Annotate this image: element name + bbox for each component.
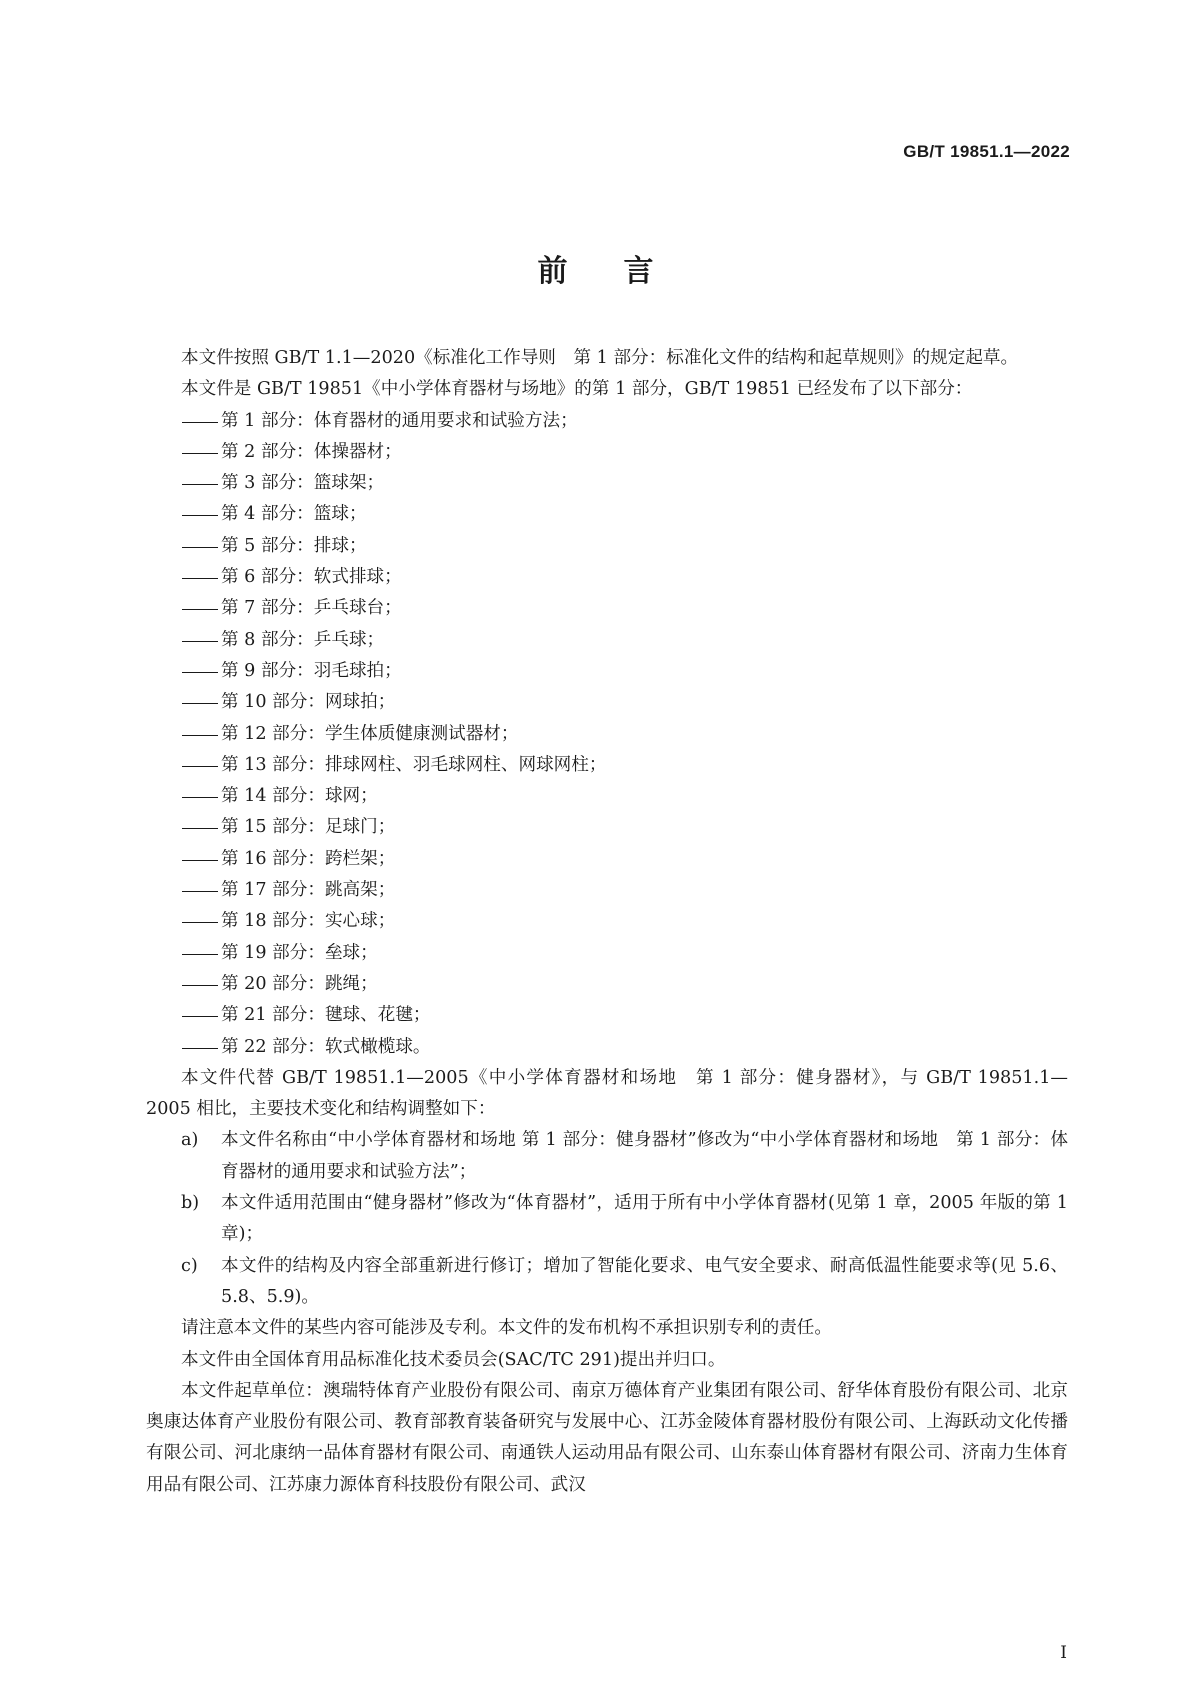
change-marker: c) <box>181 1255 198 1276</box>
list-item <box>146 875 1068 906</box>
dash-marker <box>181 687 221 718</box>
list-item <box>146 531 1068 562</box>
dash-marker <box>181 562 221 593</box>
list-item <box>146 656 1068 687</box>
dash-marker <box>181 969 221 1000</box>
dash-marker <box>181 406 221 437</box>
dash-marker <box>181 1000 221 1031</box>
list-item <box>146 719 1068 750</box>
list-item <box>146 1032 1068 1063</box>
change-item <box>146 1188 1068 1251</box>
part-text: 第 2 部分：体操器材； <box>221 441 402 462</box>
part-text: 第 6 部分：软式排球； <box>221 567 402 588</box>
dash-marker <box>181 531 221 562</box>
page-title: 前言 <box>537 254 710 289</box>
dash-marker <box>181 812 221 843</box>
part-text: 第 17 部分：跳高架； <box>221 880 396 901</box>
dash-marker <box>181 593 221 624</box>
dash-marker <box>181 875 221 906</box>
paragraph-proposer: 本文件由全国体育用品标准化技术委员会(SAC/TC 291)提出并归口。 <box>181 1349 726 1370</box>
dash-marker <box>181 1032 221 1063</box>
dash-marker <box>181 625 221 656</box>
change-item <box>146 1125 1068 1188</box>
list-item <box>146 593 1068 624</box>
list-item <box>146 844 1068 875</box>
part-text: 第 9 部分：羽毛球拍； <box>221 660 402 681</box>
paragraph-patent-notice: 请注意本文件的某些内容可能涉及专利。本文件的发布机构不承担识别专利的责任。 <box>181 1318 832 1339</box>
change-text: 本文件的结构及内容全部重新进行修订；增加了智能化要求、电气安全要求、耐高低温性能要求等(见 5.6、5.8、5.9)。 <box>221 1255 1068 1307</box>
part-text: 第 10 部分：网球拍； <box>221 692 396 713</box>
dash-marker <box>181 844 221 875</box>
change-marker: b) <box>181 1193 200 1214</box>
paragraph-replacement: 本文件代替 GB/T 19851.1—2005《中小学体育器材和场地 第 1 部分：健身器材》，与 GB/T 19851.1—2005 相比，主要技术变化和结构调整如下： <box>146 1067 1068 1120</box>
document-body <box>146 343 1068 1501</box>
part-text: 第 3 部分：篮球架； <box>221 473 385 494</box>
list-item <box>146 499 1068 530</box>
list-item <box>146 1000 1068 1031</box>
list-item <box>146 812 1068 843</box>
part-text: 第 22 部分：软式橄榄球。 <box>221 1036 431 1057</box>
changes-list <box>146 1125 1068 1313</box>
change-item <box>146 1251 1068 1314</box>
dash-marker <box>181 781 221 812</box>
dash-marker <box>181 719 221 750</box>
paragraph-series-intro: 本文件是 GB/T 19851《中小学体育器材与场地》的第 1 部分，GB/T 19851 已经发布了以下部分： <box>181 379 973 400</box>
part-text: 第 4 部分：篮球； <box>221 504 367 525</box>
change-text: 本文件名称由“中小学体育器材和场地 第 1 部分：健身器材”修改为“中小学体育器材和场地 第 1 部分：体育器材的通用要求和试验方法”； <box>221 1130 1068 1182</box>
part-text: 第 16 部分：跨栏架； <box>221 848 396 869</box>
list-item <box>146 750 1068 781</box>
dash-marker <box>181 499 221 530</box>
part-text: 第 18 部分：实心球； <box>221 911 396 932</box>
dash-marker <box>181 468 221 499</box>
list-item <box>146 625 1068 656</box>
list-item <box>146 687 1068 718</box>
page-number: I <box>1060 1643 1067 1663</box>
change-marker: a) <box>181 1130 199 1151</box>
part-text: 第 5 部分：排球； <box>221 535 367 556</box>
list-item <box>146 906 1068 937</box>
change-text: 本文件适用范围由“健身器材”修改为“体育器材”，适用于所有中小学体育器材(见第 1 章，2005 年版的第 1 章)； <box>221 1193 1068 1245</box>
part-text: 第 12 部分：学生体质健康测试器材； <box>221 723 519 744</box>
standard-number: GB/T 19851.1—2022 <box>903 142 1070 161</box>
part-text: 第 21 部分：毽球、花毽； <box>221 1005 431 1026</box>
part-text: 第 14 部分：球网； <box>221 786 378 807</box>
part-text: 第 20 部分：跳绳； <box>221 973 378 994</box>
list-item <box>146 406 1068 437</box>
dash-marker <box>181 437 221 468</box>
list-item <box>146 969 1068 1000</box>
list-item <box>146 468 1068 499</box>
part-text: 第 7 部分：乒乓球台； <box>221 598 402 619</box>
list-item <box>146 781 1068 812</box>
list-item <box>146 938 1068 969</box>
part-text: 第 15 部分：足球门； <box>221 817 396 838</box>
list-item <box>146 437 1068 468</box>
dash-marker <box>181 906 221 937</box>
part-text: 第 1 部分：体育器材的通用要求和试验方法； <box>221 410 578 431</box>
part-text: 第 19 部分：垒球； <box>221 942 378 963</box>
list-item <box>146 562 1068 593</box>
part-text: 第 13 部分：排球网柱、羽毛球网柱、网球网柱； <box>221 754 607 775</box>
part-text: 第 8 部分：乒乓球； <box>221 629 385 650</box>
paragraph-drafting-rules: 本文件按照 GB/T 1.1—2020《标准化工作导则 第 1 部分：标准化文件的结构和起草规则》的规定起草。 <box>181 348 1019 368</box>
dash-marker <box>181 656 221 687</box>
parts-list <box>146 406 1068 1063</box>
dash-marker <box>181 938 221 969</box>
dash-marker <box>181 750 221 781</box>
paragraph-drafting-units: 本文件起草单位：澳瑞特体育产业股份有限公司、南京万德体育产业集团有限公司、舒华体育股份有限公司、北京奥康达体育产业股份有限公司、教育部教育装备研究与发展中心、江苏金陵体育器材股份有限公司、上海跃动文化传播有限公司、河北康纳一品体育器材有限公司、南通铁人运动用品有限公司、山东泰山体育器材有限公司、济南力生体育用品有限公司、江苏康力源体育科技股份有限公司、武汉 <box>146 1380 1068 1495</box>
